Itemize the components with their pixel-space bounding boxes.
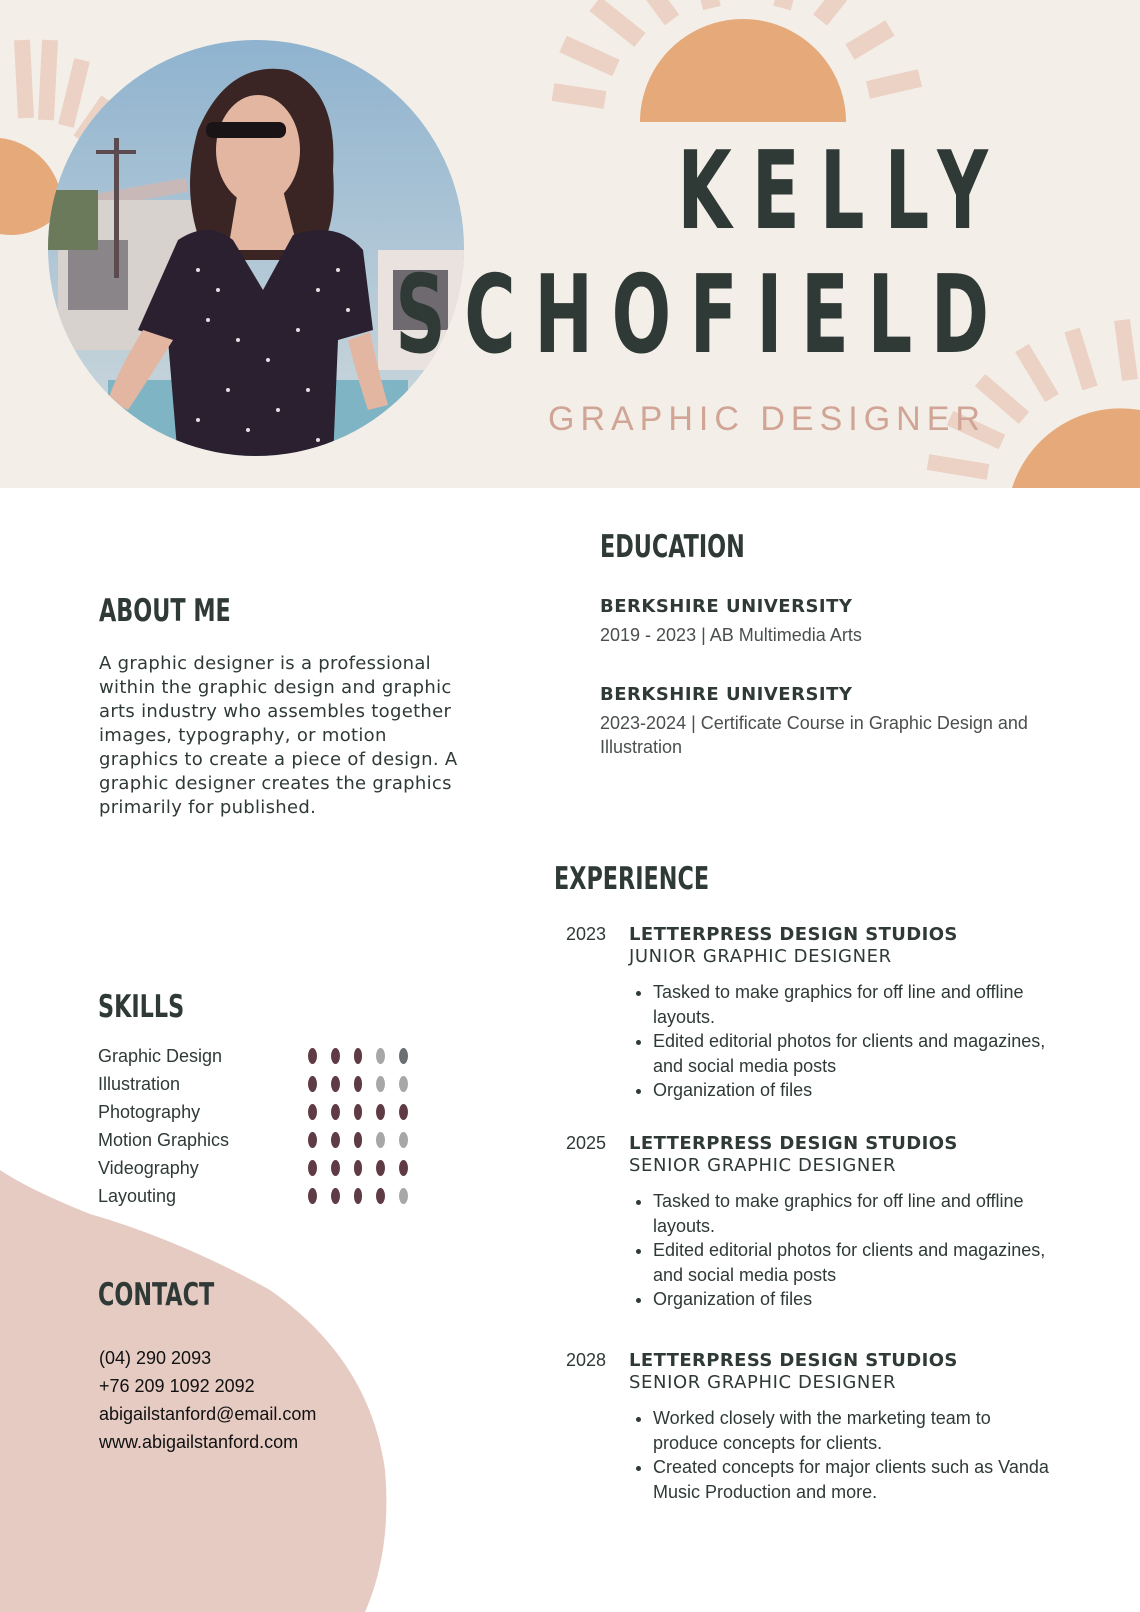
skill-dot-filled: [354, 1076, 363, 1092]
contact-email[interactable]: abigailstanford@email.com: [99, 1404, 317, 1424]
education-detail: 2023-2024 | Certificate Course in Graphic Design and Illustration: [600, 713, 1028, 757]
skill-label: Illustration: [98, 1073, 181, 1094]
skill-dot-filled: [308, 1160, 317, 1176]
skill-row: [98, 1070, 408, 1098]
education-detail: 2019 - 2023 | AB Multimedia Arts: [600, 625, 862, 645]
profile-photo: [48, 40, 464, 456]
skill-row: [98, 1042, 408, 1070]
education-heading: EDUCATION: [600, 529, 745, 565]
experience-bullet: • Organization of files: [653, 1287, 1053, 1312]
job-title: GRAPHIC DESIGNER: [548, 400, 986, 438]
skill-label: Layouting: [98, 1185, 177, 1206]
skill-dot-filled: [354, 1132, 363, 1148]
skill-row: [98, 1154, 408, 1182]
skills-list: [98, 1042, 408, 1210]
skill-dot-empty: [376, 1076, 385, 1092]
skill-dot-filled: [308, 1076, 317, 1092]
experience-role: SENIOR GRAPHIC DESIGNER: [629, 1155, 897, 1176]
skill-dot-empty: [399, 1048, 408, 1064]
skill-rating: [308, 1104, 408, 1120]
right-sun: [1012, 408, 1140, 488]
skill-dot-filled: [376, 1188, 385, 1204]
experience-company: LETTERPRESS DESIGN STUDIOS: [629, 924, 958, 945]
skill-rating: [308, 1160, 408, 1176]
skill-rating: [308, 1188, 408, 1204]
about-heading: ABOUT ME: [99, 593, 231, 629]
skill-dot-empty: [399, 1132, 408, 1148]
skill-label: Motion Graphics: [98, 1129, 230, 1150]
top-sun: [640, 19, 846, 122]
skill-row: [98, 1182, 408, 1210]
experience-bullet: • Tasked to make graphics for off line and offline layouts.: [653, 1189, 1053, 1238]
skill-label: Photography: [98, 1101, 201, 1122]
skill-dot-filled: [331, 1132, 340, 1148]
contact-heading: CONTACT: [98, 1277, 215, 1313]
skill-dot-filled: [354, 1188, 363, 1204]
education-item: [600, 684, 1040, 759]
experience-year: 2025: [566, 1133, 607, 1153]
skill-dot-filled: [331, 1048, 340, 1064]
contact-phone-1[interactable]: (04) 290 2093: [99, 1348, 212, 1368]
first-name: KELLY: [677, 129, 1008, 254]
experience-bullet: • Organization of files: [653, 1078, 1053, 1103]
skill-dot-filled: [354, 1160, 363, 1176]
skill-dot-filled: [376, 1104, 385, 1120]
experience-bullet: • Created concepts for major clients such as Vanda Music Production and more.: [653, 1455, 1053, 1504]
experience-role: SENIOR GRAPHIC DESIGNER: [629, 1372, 897, 1393]
skill-dot-filled: [399, 1104, 408, 1120]
education-school: BERKSHIRE UNIVERSITY: [600, 596, 853, 617]
skill-dot-filled: [308, 1132, 317, 1148]
skill-dot-filled: [331, 1076, 340, 1092]
skill-row: [98, 1126, 408, 1154]
last-name: SCHOFIELD: [395, 253, 1008, 378]
experience-company: LETTERPRESS DESIGN STUDIOS: [629, 1133, 958, 1154]
skill-rating: [308, 1076, 408, 1092]
skill-dot-empty: [376, 1132, 385, 1148]
skill-dot-filled: [308, 1048, 317, 1064]
skill-dot-filled: [376, 1160, 385, 1176]
skill-label: Videography: [98, 1157, 199, 1178]
experience-company: LETTERPRESS DESIGN STUDIOS: [629, 1350, 958, 1371]
skill-dot-empty: [376, 1048, 385, 1064]
experience-bullet: • Tasked to make graphics for off line and offline layouts.: [653, 980, 1053, 1029]
skill-dot-filled: [354, 1048, 363, 1064]
skill-label: Graphic Design: [98, 1045, 223, 1066]
experience-role: JUNIOR GRAPHIC DESIGNER: [629, 946, 892, 967]
skill-dot-empty: [399, 1076, 408, 1092]
experience-bullets: [629, 980, 1053, 1103]
skill-dot-filled: [308, 1188, 317, 1204]
experience-year: 2028: [566, 1350, 607, 1370]
education-item: [600, 596, 1040, 647]
experience-year: 2023: [566, 924, 607, 944]
experience-bullet: • Edited editorial photos for clients and magazines, and social media posts: [653, 1238, 1053, 1287]
skill-rating: [308, 1048, 408, 1064]
skill-dot-filled: [331, 1104, 340, 1120]
skills-heading: SKILLS: [98, 989, 185, 1025]
header-banner: [0, 0, 1140, 488]
skill-dot-filled: [399, 1160, 408, 1176]
skill-dot-empty: [399, 1188, 408, 1204]
skill-dot-filled: [331, 1160, 340, 1176]
skill-row: [98, 1098, 408, 1126]
experience-bullet: • Worked closely with the marketing team to produce concepts for clients.: [653, 1406, 1053, 1455]
contact-website[interactable]: www.abigailstanford.com: [99, 1432, 299, 1452]
education-school: BERKSHIRE UNIVERSITY: [600, 684, 853, 705]
skill-dot-filled: [308, 1104, 317, 1120]
skill-rating: [308, 1132, 408, 1148]
skill-dot-filled: [331, 1188, 340, 1204]
about-text: A graphic designer is a professional within the graphic design and graphic arts industry who assembles together images, typography, or motion graphics to create a piece of design. A graphic designer creates the graphics primarily for published.: [99, 653, 458, 818]
experience-bullet: • Edited editorial photos for clients and magazines, and social media posts: [653, 1029, 1053, 1078]
experience-heading: EXPERIENCE: [554, 861, 710, 897]
experience-bullets: [629, 1406, 1053, 1504]
contact-phone-2[interactable]: +76 209 1092 2092: [99, 1376, 255, 1396]
skill-dot-filled: [354, 1104, 363, 1120]
experience-bullets: [629, 1189, 1053, 1312]
contact-list: [99, 1344, 316, 1456]
